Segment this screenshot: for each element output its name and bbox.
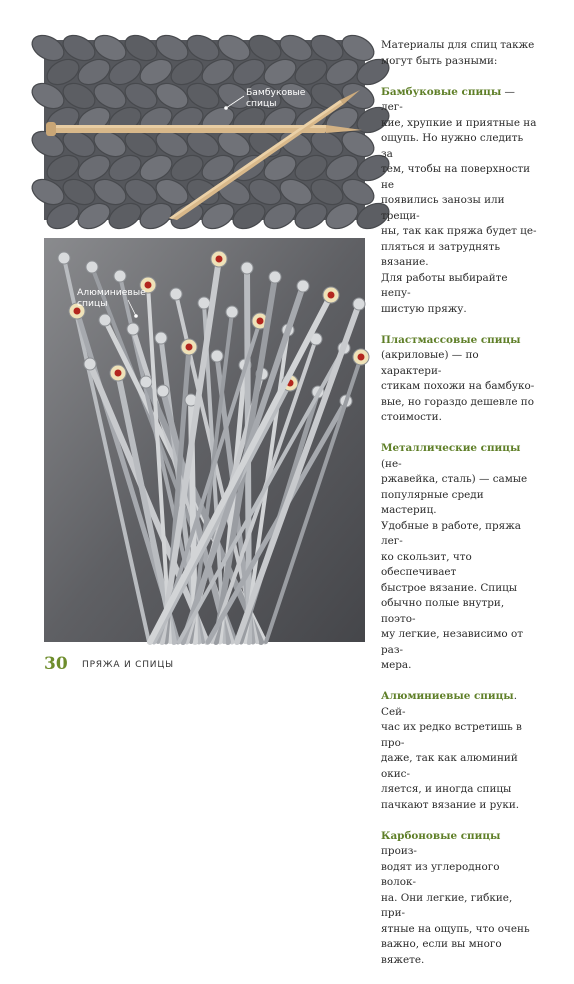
page-number: 30 — [44, 654, 68, 674]
term-aluminum: Алюминиевые спицы — [381, 690, 514, 702]
needle-end-cap — [157, 385, 169, 397]
intro-paragraph: Материалы для спиц также могут быть разными: — [381, 39, 535, 67]
bamboo-label-line1: Бамбуковые — [246, 87, 306, 98]
needle-size-badge — [115, 370, 122, 377]
term-carbon: Карбоновые спицы — [381, 829, 501, 842]
aluminum-label-line1: Алюминиевые — [77, 287, 146, 298]
needle-end-cap — [269, 271, 281, 283]
needle-end-cap — [99, 314, 111, 326]
needle-end-cap — [353, 298, 365, 310]
needle-size-badge — [186, 344, 193, 351]
needle-end-cap — [241, 262, 253, 274]
carbon-paragraph: Карбоновые спицы произ- водят из углеродного волок- на. Они легкие, гибкие, при- ятные на ощупь, что очень важно, если вы много вяжете. — [381, 829, 530, 966]
plastic-paragraph: Пластмассовые спицы (акриловые) — по характери- стикам похожи на бамбуко- вые, но гораздо дешевле по стоимости. — [381, 333, 535, 423]
needle-end-cap — [297, 280, 309, 292]
aluminum-paragraph: Алюминиевые спицы. Сей- час их редко встретишь в про- даже, так как алюминий окис- ляется, и иногда спицы пачкают вязание и руки. — [381, 690, 522, 811]
needle-end-cap — [127, 323, 139, 335]
needle-end-cap — [84, 358, 96, 370]
needle-size-badge — [358, 354, 365, 361]
needle-end-cap — [155, 332, 167, 344]
bamboo-needles-photo — [44, 40, 365, 220]
needle-size-badge — [328, 292, 335, 299]
needle-end-cap — [86, 261, 98, 273]
needle-end-cap — [226, 306, 238, 318]
term-plastic: Пластмассовые спицы — [381, 333, 521, 346]
bamboo-needles-label — [246, 87, 316, 109]
needle-end-cap — [211, 350, 223, 362]
needle-end-cap — [114, 270, 126, 282]
aluminum-label-line2: спицы — [77, 298, 108, 309]
needle-size-badge — [257, 318, 264, 325]
knit-fabric-illustration — [44, 40, 365, 220]
needle-end-cap — [58, 252, 70, 264]
needle-end-cap — [198, 297, 210, 309]
needle-size-badge — [216, 256, 223, 263]
bamboo-paragraph: Бамбуковые спицы — лег- кие, хрупкие и приятные на ощупь. Но нужно следить за тем, чтобы на поверхности не появились занозы или трещи- ны, так как пряжа будет це- пляться и затруднять вязание. Для работы выбирайте непу- шистую пряжу. — [381, 85, 537, 315]
metal-paragraph: Металлические спицы (не- ржавейка, сталь) — самые популярные среди мастериц. Удобные в работе, пряжа лег- ко скользит, что обеспечивает быстрое вязание. Спицы обычно полые внутри, поэто- му легкие, независимо от раз- мера. — [381, 442, 528, 671]
needle-end-cap — [140, 376, 152, 388]
aluminum-needles-label — [77, 287, 152, 309]
bamboo-label-line2: спицы — [246, 98, 277, 109]
term-bamboo: Бамбуковые спицы — [381, 85, 502, 98]
term-metal: Металлические спицы — [381, 442, 521, 454]
needle-end-cap — [170, 288, 182, 300]
running-footer-title: ПРЯЖА И СПИЦЫ — [82, 660, 174, 670]
body-text-column — [381, 38, 537, 984]
